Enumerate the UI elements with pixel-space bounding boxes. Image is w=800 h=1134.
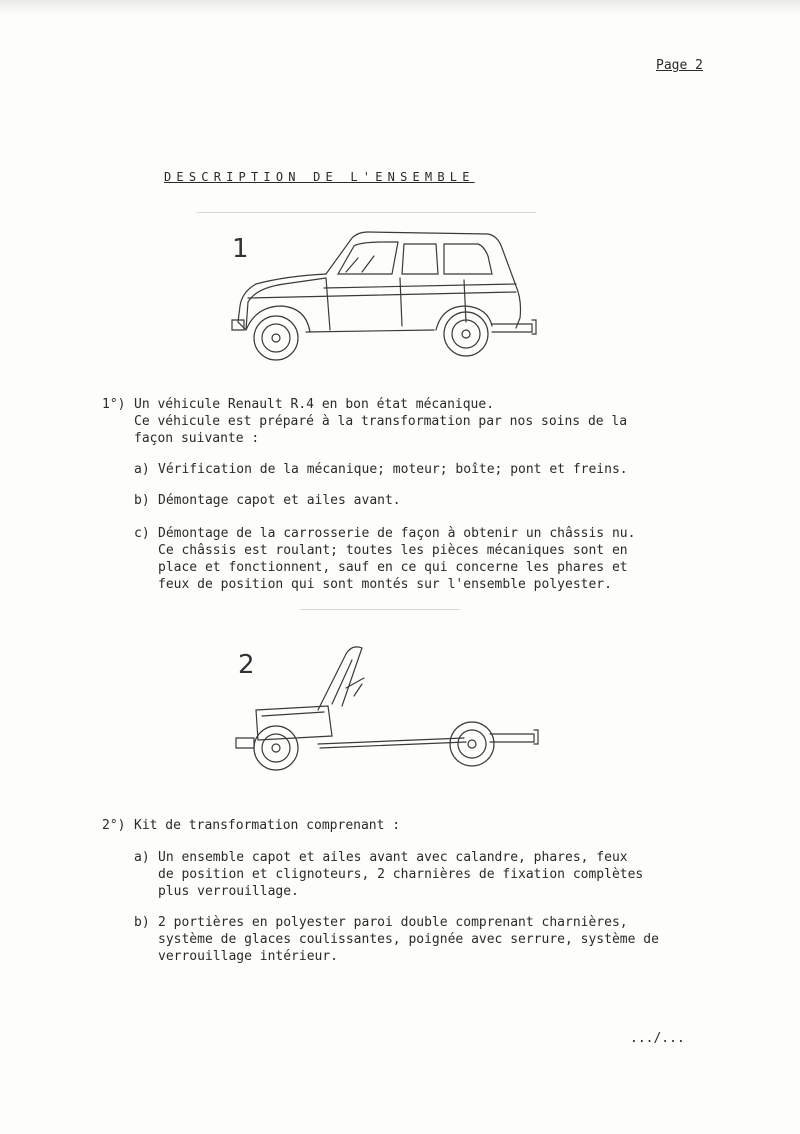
- item-line: de position et clignoteurs, 2 charnières de fixation complètes: [158, 867, 644, 882]
- section-2-number: 2°): [102, 818, 126, 833]
- item-line: verrouillage intérieur.: [158, 949, 339, 964]
- page-number: Page 2: [656, 58, 703, 73]
- item-line: Un ensemble capot et ailes avant avec calandre, phares, feux: [158, 850, 628, 865]
- section-1-number: 1°): [102, 397, 126, 412]
- item-line: place et fonctionnent, sauf en ce qui concerne les phares et: [158, 560, 628, 575]
- item-line: Démontage de la carrosserie de façon à obtenir un châssis nu.: [158, 526, 636, 541]
- divider: [196, 212, 536, 213]
- figure-2-number: 2: [238, 650, 255, 680]
- item-line: Démontage capot et ailes avant.: [158, 493, 401, 508]
- scan-edge-shadow: [0, 0, 800, 14]
- figure-2-rolling-chassis-drawing: [228, 640, 548, 780]
- item-line: système de glaces coulissantes, poignée avec serrure, système de: [158, 932, 659, 947]
- item-letter: b): [134, 915, 150, 930]
- section-1-line: façon suivante :: [134, 431, 260, 446]
- item-letter: a): [134, 850, 150, 865]
- item-line: Vérification de la mécanique; moteur; boîte; pont et freins.: [158, 462, 628, 477]
- item-line: Ce châssis est roulant; toutes les pièces mécaniques sont en: [158, 543, 628, 558]
- section-1-line: Un véhicule Renault R.4 en bon état mécanique.: [134, 397, 495, 412]
- item-line: 2 portières en polyester paroi double comprenant charnières,: [158, 915, 628, 930]
- figure-1-renault-r4-drawing: [226, 222, 546, 367]
- section-2-line: Kit de transformation comprenant :: [134, 818, 401, 833]
- figure-1-number: 1: [232, 234, 249, 264]
- item-letter: c): [134, 526, 150, 541]
- section-1-line: Ce véhicule est préparé à la transformation par nos soins de la: [134, 414, 628, 429]
- section-heading: DESCRIPTION DE L'ENSEMBLE: [164, 170, 475, 184]
- divider: [300, 609, 460, 610]
- item-line: feux de position qui sont montés sur l'ensemble polyester.: [158, 577, 612, 592]
- item-letter: a): [134, 462, 150, 477]
- continuation-mark: .../...: [630, 1031, 685, 1046]
- item-line: plus verrouillage.: [158, 884, 299, 899]
- item-letter: b): [134, 493, 150, 508]
